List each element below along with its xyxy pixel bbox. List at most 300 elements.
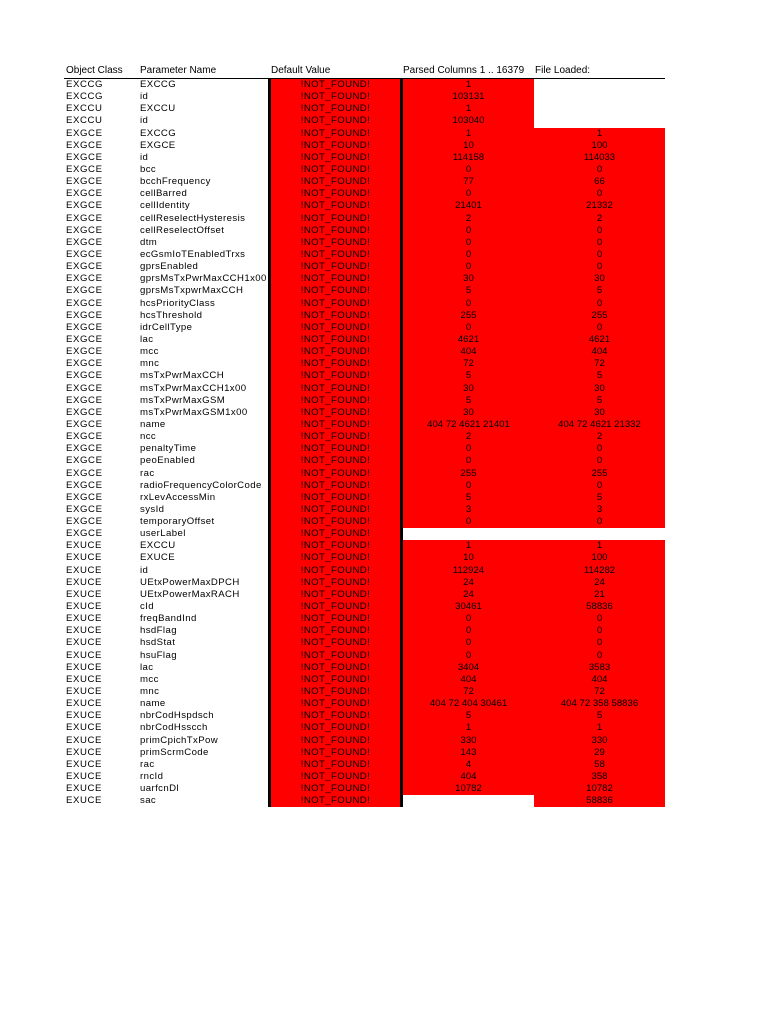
cell-default-value[interactable]: !NOT_FOUND!: [270, 358, 401, 370]
cell-loaded-value[interactable]: 330: [534, 735, 665, 747]
cell-parameter-name[interactable]: cellBarred: [140, 188, 188, 200]
cell-loaded-value[interactable]: 21: [534, 589, 665, 601]
cell-parsed-value[interactable]: 10: [403, 140, 534, 152]
cell-default-value[interactable]: !NOT_FOUND!: [270, 103, 401, 115]
cell-loaded-value[interactable]: 2: [534, 431, 665, 443]
cell-loaded-value[interactable]: 21332: [534, 200, 665, 212]
cell-default-value[interactable]: !NOT_FOUND!: [270, 298, 401, 310]
cell-parameter-name[interactable]: uarfcnDl: [140, 783, 179, 795]
cell-parameter-name[interactable]: msTxPwrMaxCCH: [140, 370, 225, 382]
cell-object-class[interactable]: EXGCE: [66, 236, 103, 248]
cell-loaded-value[interactable]: 0: [534, 613, 665, 625]
cell-parameter-name[interactable]: peoEnabled: [140, 455, 196, 467]
cell-default-value[interactable]: !NOT_FOUND!: [270, 565, 401, 577]
cell-parsed-value[interactable]: 1: [403, 722, 534, 734]
cell-default-value[interactable]: !NOT_FOUND!: [270, 322, 401, 334]
cell-parsed-value[interactable]: 404: [403, 674, 534, 686]
cell-object-class[interactable]: EXUCE: [66, 588, 103, 600]
cell-default-value[interactable]: !NOT_FOUND!: [270, 577, 401, 589]
header-object-class[interactable]: Object Class: [66, 65, 123, 76]
cell-parameter-name[interactable]: EXCCU: [140, 540, 176, 552]
cell-parsed-value[interactable]: 0: [403, 164, 534, 176]
cell-parsed-value[interactable]: 5: [403, 492, 534, 504]
cell-loaded-value[interactable]: 404: [534, 674, 665, 686]
cell-loaded-value[interactable]: 5: [534, 492, 665, 504]
cell-parameter-name[interactable]: bcc: [140, 163, 157, 175]
cell-default-value[interactable]: !NOT_FOUND!: [270, 722, 401, 734]
cell-default-value[interactable]: !NOT_FOUND!: [270, 735, 401, 747]
cell-default-value[interactable]: !NOT_FOUND!: [270, 407, 401, 419]
cell-loaded-value[interactable]: 72: [534, 686, 665, 698]
cell-object-class[interactable]: EXUCE: [66, 564, 103, 576]
cell-parameter-name[interactable]: id: [140, 564, 149, 576]
cell-parsed-value[interactable]: 0: [403, 455, 534, 467]
cell-default-value[interactable]: !NOT_FOUND!: [270, 310, 401, 322]
cell-parameter-name[interactable]: cellIdentity: [140, 200, 191, 212]
cell-object-class[interactable]: EXUCE: [66, 686, 103, 698]
cell-loaded-value[interactable]: 3583: [534, 662, 665, 674]
cell-parameter-name[interactable]: msTxPwrMaxGSM: [140, 394, 226, 406]
cell-parsed-value[interactable]: 30: [403, 273, 534, 285]
cell-object-class[interactable]: EXUCE: [66, 576, 103, 588]
cell-default-value[interactable]: !NOT_FOUND!: [270, 140, 401, 152]
cell-loaded-value[interactable]: 29: [534, 747, 665, 759]
cell-object-class[interactable]: EXGCE: [66, 151, 103, 163]
cell-object-class[interactable]: EXGCE: [66, 382, 103, 394]
cell-object-class[interactable]: EXGCE: [66, 309, 103, 321]
cell-parsed-value[interactable]: 103040: [403, 115, 534, 127]
cell-default-value[interactable]: !NOT_FOUND!: [270, 128, 401, 140]
cell-object-class[interactable]: EXGCE: [66, 418, 103, 430]
cell-object-class[interactable]: EXGCE: [66, 455, 103, 467]
cell-parsed-value[interactable]: 1: [403, 103, 534, 115]
cell-default-value[interactable]: !NOT_FOUND!: [270, 213, 401, 225]
cell-object-class[interactable]: EXGCE: [66, 479, 103, 491]
cell-parsed-value[interactable]: [403, 528, 534, 540]
cell-parsed-value[interactable]: 77: [403, 176, 534, 188]
cell-parameter-name[interactable]: EXCCG: [140, 127, 177, 139]
cell-parsed-value[interactable]: 30: [403, 383, 534, 395]
cell-parameter-name[interactable]: nbrCodHsscch: [140, 722, 208, 734]
cell-parsed-value[interactable]: 255: [403, 310, 534, 322]
cell-parsed-value[interactable]: 1: [403, 128, 534, 140]
cell-loaded-value[interactable]: 30: [534, 407, 665, 419]
cell-loaded-value[interactable]: 0: [534, 480, 665, 492]
cell-loaded-value[interactable]: 114033: [534, 152, 665, 164]
header-parsed-columns[interactable]: Parsed Columns 1 .. 16379: [403, 65, 525, 76]
cell-default-value[interactable]: !NOT_FOUND!: [270, 540, 401, 552]
cell-object-class[interactable]: EXUCE: [66, 649, 103, 661]
cell-loaded-value[interactable]: 0: [534, 249, 665, 261]
cell-loaded-value[interactable]: 358: [534, 771, 665, 783]
cell-default-value[interactable]: !NOT_FOUND!: [270, 662, 401, 674]
cell-parameter-name[interactable]: lac: [140, 661, 154, 673]
cell-parameter-name[interactable]: mcc: [140, 673, 159, 685]
cell-object-class[interactable]: EXCCU: [66, 103, 103, 115]
cell-parsed-value[interactable]: 103131: [403, 91, 534, 103]
cell-parsed-value[interactable]: 0: [403, 516, 534, 528]
cell-default-value[interactable]: !NOT_FOUND!: [270, 431, 401, 443]
cell-object-class[interactable]: EXGCE: [66, 212, 103, 224]
cell-default-value[interactable]: !NOT_FOUND!: [270, 601, 401, 613]
cell-object-class[interactable]: EXGCE: [66, 394, 103, 406]
cell-parameter-name[interactable]: mnc: [140, 358, 160, 370]
cell-default-value[interactable]: !NOT_FOUND!: [270, 589, 401, 601]
cell-loaded-value[interactable]: [534, 79, 665, 91]
cell-loaded-value[interactable]: 58836: [534, 795, 665, 807]
cell-parsed-value[interactable]: [403, 795, 534, 807]
cell-default-value[interactable]: !NOT_FOUND!: [270, 115, 401, 127]
cell-parameter-name[interactable]: rncId: [140, 771, 164, 783]
cell-object-class[interactable]: EXGCE: [66, 200, 103, 212]
cell-parameter-name[interactable]: ecGsmIoTEnabledTrxs: [140, 248, 246, 260]
cell-parameter-name[interactable]: gprsMsTxpwrMaxCCH: [140, 285, 244, 297]
cell-parameter-name[interactable]: userLabel: [140, 528, 186, 540]
cell-parameter-name[interactable]: mcc: [140, 346, 159, 358]
cell-default-value[interactable]: !NOT_FOUND!: [270, 200, 401, 212]
cell-object-class[interactable]: EXUCE: [66, 673, 103, 685]
cell-object-class[interactable]: EXUCE: [66, 710, 103, 722]
cell-parameter-name[interactable]: hsdStat: [140, 637, 176, 649]
cell-loaded-value[interactable]: 0: [534, 443, 665, 455]
cell-loaded-value[interactable]: 72: [534, 358, 665, 370]
cell-loaded-value[interactable]: 1: [534, 540, 665, 552]
cell-default-value[interactable]: !NOT_FOUND!: [270, 698, 401, 710]
cell-loaded-value[interactable]: 0: [534, 298, 665, 310]
cell-parsed-value[interactable]: 3: [403, 504, 534, 516]
cell-parameter-name[interactable]: rac: [140, 467, 155, 479]
cell-object-class[interactable]: EXGCE: [66, 163, 103, 175]
cell-parsed-value[interactable]: 0: [403, 650, 534, 662]
cell-default-value[interactable]: !NOT_FOUND!: [270, 249, 401, 261]
cell-loaded-value[interactable]: 5: [534, 710, 665, 722]
cell-loaded-value[interactable]: 100: [534, 552, 665, 564]
cell-default-value[interactable]: !NOT_FOUND!: [270, 613, 401, 625]
cell-loaded-value[interactable]: 5: [534, 395, 665, 407]
cell-parameter-name[interactable]: EXUCE: [140, 552, 176, 564]
cell-object-class[interactable]: EXUCE: [66, 758, 103, 770]
cell-parameter-name[interactable]: idrCellType: [140, 321, 193, 333]
cell-object-class[interactable]: EXGCE: [66, 321, 103, 333]
cell-default-value[interactable]: !NOT_FOUND!: [270, 528, 401, 540]
cell-parsed-value[interactable]: 0: [403, 625, 534, 637]
cell-default-value[interactable]: !NOT_FOUND!: [270, 176, 401, 188]
cell-loaded-value[interactable]: 404 72 4621 21332: [534, 419, 665, 431]
cell-object-class[interactable]: EXUCE: [66, 625, 103, 637]
cell-parameter-name[interactable]: lac: [140, 333, 154, 345]
cell-loaded-value[interactable]: 2: [534, 213, 665, 225]
cell-object-class[interactable]: EXGCE: [66, 248, 103, 260]
cell-parsed-value[interactable]: 330: [403, 735, 534, 747]
cell-parsed-value[interactable]: 4: [403, 759, 534, 771]
cell-parameter-name[interactable]: id: [140, 151, 149, 163]
cell-parameter-name[interactable]: mnc: [140, 686, 160, 698]
cell-parsed-value[interactable]: 72: [403, 686, 534, 698]
cell-parsed-value[interactable]: 1: [403, 79, 534, 91]
cell-object-class[interactable]: EXGCE: [66, 491, 103, 503]
cell-default-value[interactable]: !NOT_FOUND!: [270, 91, 401, 103]
cell-default-value[interactable]: !NOT_FOUND!: [270, 504, 401, 516]
cell-default-value[interactable]: !NOT_FOUND!: [270, 261, 401, 273]
cell-loaded-value[interactable]: 404 72 358 58836: [534, 698, 665, 710]
cell-parameter-name[interactable]: UEtxPowerMaxDPCH: [140, 576, 240, 588]
cell-default-value[interactable]: !NOT_FOUND!: [270, 79, 401, 91]
cell-parameter-name[interactable]: rxLevAccessMin: [140, 491, 216, 503]
cell-object-class[interactable]: EXCCG: [66, 79, 104, 90]
cell-loaded-value[interactable]: 5: [534, 285, 665, 297]
cell-object-class[interactable]: EXGCE: [66, 261, 103, 273]
cell-default-value[interactable]: !NOT_FOUND!: [270, 468, 401, 480]
cell-loaded-value[interactable]: 0: [534, 225, 665, 237]
cell-object-class[interactable]: EXGCE: [66, 285, 103, 297]
cell-parsed-value[interactable]: 143: [403, 747, 534, 759]
cell-default-value[interactable]: !NOT_FOUND!: [270, 237, 401, 249]
cell-object-class[interactable]: EXGCE: [66, 358, 103, 370]
cell-parsed-value[interactable]: 72: [403, 358, 534, 370]
cell-object-class[interactable]: EXGCE: [66, 406, 103, 418]
cell-parameter-name[interactable]: hcsThreshold: [140, 309, 203, 321]
cell-object-class[interactable]: EXUCE: [66, 746, 103, 758]
cell-parameter-name[interactable]: EXGCE: [140, 139, 176, 151]
cell-object-class[interactable]: EXGCE: [66, 333, 103, 345]
cell-loaded-value[interactable]: [534, 115, 665, 127]
cell-default-value[interactable]: !NOT_FOUND!: [270, 516, 401, 528]
header-parameter-name[interactable]: Parameter Name: [140, 65, 217, 76]
cell-loaded-value[interactable]: 10782: [534, 783, 665, 795]
cell-default-value[interactable]: !NOT_FOUND!: [270, 759, 401, 771]
cell-parameter-name[interactable]: EXCCG: [140, 79, 177, 90]
cell-parsed-value[interactable]: 0: [403, 249, 534, 261]
cell-parameter-name[interactable]: temporaryOffset: [140, 516, 215, 528]
cell-parameter-name[interactable]: cellReselectHysteresis: [140, 212, 246, 224]
cell-default-value[interactable]: !NOT_FOUND!: [270, 674, 401, 686]
cell-loaded-value[interactable]: 0: [534, 650, 665, 662]
cell-parsed-value[interactable]: 0: [403, 443, 534, 455]
cell-loaded-value[interactable]: 114282: [534, 565, 665, 577]
cell-parsed-value[interactable]: 0: [403, 188, 534, 200]
cell-default-value[interactable]: !NOT_FOUND!: [270, 637, 401, 649]
cell-parsed-value[interactable]: 0: [403, 225, 534, 237]
cell-loaded-value[interactable]: 30: [534, 383, 665, 395]
cell-loaded-value[interactable]: 0: [534, 237, 665, 249]
cell-parsed-value[interactable]: 404 72 4621 21401: [403, 419, 534, 431]
cell-parsed-value[interactable]: 4621: [403, 334, 534, 346]
cell-default-value[interactable]: !NOT_FOUND!: [270, 273, 401, 285]
cell-object-class[interactable]: EXUCE: [66, 795, 103, 807]
cell-default-value[interactable]: !NOT_FOUND!: [270, 188, 401, 200]
cell-default-value[interactable]: !NOT_FOUND!: [270, 164, 401, 176]
cell-parsed-value[interactable]: 0: [403, 261, 534, 273]
cell-parsed-value[interactable]: 5: [403, 285, 534, 297]
cell-object-class[interactable]: EXGCE: [66, 431, 103, 443]
cell-default-value[interactable]: !NOT_FOUND!: [270, 334, 401, 346]
cell-parsed-value[interactable]: 255: [403, 468, 534, 480]
cell-object-class[interactable]: EXGCE: [66, 139, 103, 151]
cell-default-value[interactable]: !NOT_FOUND!: [270, 795, 401, 807]
cell-parsed-value[interactable]: 2: [403, 431, 534, 443]
cell-parameter-name[interactable]: hsuFlag: [140, 649, 177, 661]
cell-parameter-name[interactable]: freqBandInd: [140, 613, 197, 625]
cell-default-value[interactable]: !NOT_FOUND!: [270, 747, 401, 759]
cell-object-class[interactable]: EXUCE: [66, 661, 103, 673]
cell-object-class[interactable]: EXCCG: [66, 91, 104, 103]
cell-object-class[interactable]: EXUCE: [66, 552, 103, 564]
cell-object-class[interactable]: EXUCE: [66, 734, 103, 746]
cell-object-class[interactable]: EXGCE: [66, 467, 103, 479]
cell-parameter-name[interactable]: name: [140, 698, 166, 710]
cell-parsed-value[interactable]: 10782: [403, 783, 534, 795]
cell-parameter-name[interactable]: rac: [140, 758, 155, 770]
cell-default-value[interactable]: !NOT_FOUND!: [270, 152, 401, 164]
cell-object-class[interactable]: EXGCE: [66, 346, 103, 358]
cell-parameter-name[interactable]: EXCCU: [140, 103, 176, 115]
cell-parsed-value[interactable]: 404 72 404 30461: [403, 698, 534, 710]
cell-parsed-value[interactable]: 30461: [403, 601, 534, 613]
cell-parsed-value[interactable]: 1: [403, 540, 534, 552]
cell-parameter-name[interactable]: hsdFlag: [140, 625, 177, 637]
cell-parameter-name[interactable]: sac: [140, 795, 157, 807]
cell-object-class[interactable]: EXUCE: [66, 783, 103, 795]
cell-loaded-value[interactable]: 30: [534, 273, 665, 285]
cell-loaded-value[interactable]: 255: [534, 310, 665, 322]
cell-object-class[interactable]: EXUCE: [66, 613, 103, 625]
cell-parsed-value[interactable]: 24: [403, 589, 534, 601]
cell-parsed-value[interactable]: 112924: [403, 565, 534, 577]
cell-default-value[interactable]: !NOT_FOUND!: [270, 771, 401, 783]
cell-loaded-value[interactable]: 100: [534, 140, 665, 152]
cell-loaded-value[interactable]: 404: [534, 346, 665, 358]
cell-object-class[interactable]: EXGCE: [66, 528, 103, 540]
cell-parsed-value[interactable]: 24: [403, 577, 534, 589]
cell-parsed-value[interactable]: 404: [403, 346, 534, 358]
cell-object-class[interactable]: EXGCE: [66, 273, 103, 285]
cell-loaded-value[interactable]: 0: [534, 188, 665, 200]
cell-object-class[interactable]: EXGCE: [66, 127, 103, 139]
cell-loaded-value[interactable]: 1: [534, 722, 665, 734]
cell-parameter-name[interactable]: nbrCodHspdsch: [140, 710, 214, 722]
cell-parameter-name[interactable]: penaltyTime: [140, 443, 197, 455]
cell-parsed-value[interactable]: 0: [403, 298, 534, 310]
cell-parsed-value[interactable]: 0: [403, 322, 534, 334]
cell-default-value[interactable]: !NOT_FOUND!: [270, 492, 401, 504]
cell-loaded-value[interactable]: 0: [534, 625, 665, 637]
cell-object-class[interactable]: EXUCE: [66, 540, 103, 552]
cell-object-class[interactable]: EXGCE: [66, 370, 103, 382]
cell-default-value[interactable]: !NOT_FOUND!: [270, 225, 401, 237]
cell-default-value[interactable]: !NOT_FOUND!: [270, 395, 401, 407]
cell-parameter-name[interactable]: sysId: [140, 503, 165, 515]
cell-parameter-name[interactable]: gprsMsTxPwrMaxCCH1x00: [140, 273, 267, 285]
header-default-value[interactable]: Default Value: [271, 65, 331, 76]
cell-parameter-name[interactable]: primCpichTxPow: [140, 734, 219, 746]
cell-loaded-value[interactable]: 0: [534, 322, 665, 334]
cell-loaded-value[interactable]: 24: [534, 577, 665, 589]
cell-parsed-value[interactable]: 5: [403, 710, 534, 722]
cell-default-value[interactable]: !NOT_FOUND!: [270, 443, 401, 455]
cell-parsed-value[interactable]: 0: [403, 613, 534, 625]
cell-parsed-value[interactable]: 3404: [403, 662, 534, 674]
cell-default-value[interactable]: !NOT_FOUND!: [270, 783, 401, 795]
cell-object-class[interactable]: EXUCE: [66, 637, 103, 649]
cell-loaded-value[interactable]: 0: [534, 164, 665, 176]
cell-parsed-value[interactable]: 404: [403, 771, 534, 783]
cell-parameter-name[interactable]: ncc: [140, 431, 157, 443]
cell-parsed-value[interactable]: 2: [403, 213, 534, 225]
cell-object-class[interactable]: EXGCE: [66, 297, 103, 309]
cell-default-value[interactable]: !NOT_FOUND!: [270, 686, 401, 698]
cell-object-class[interactable]: EXGCE: [66, 516, 103, 528]
cell-loaded-value[interactable]: 0: [534, 516, 665, 528]
cell-loaded-value[interactable]: 255: [534, 468, 665, 480]
cell-parameter-name[interactable]: cellReselectOffset: [140, 224, 225, 236]
cell-parameter-name[interactable]: dtm: [140, 236, 158, 248]
cell-parsed-value[interactable]: 5: [403, 370, 534, 382]
cell-parsed-value[interactable]: 0: [403, 637, 534, 649]
cell-parsed-value[interactable]: 10: [403, 552, 534, 564]
cell-object-class[interactable]: EXGCE: [66, 503, 103, 515]
cell-default-value[interactable]: !NOT_FOUND!: [270, 383, 401, 395]
cell-default-value[interactable]: !NOT_FOUND!: [270, 455, 401, 467]
cell-parsed-value[interactable]: 0: [403, 480, 534, 492]
cell-default-value[interactable]: !NOT_FOUND!: [270, 480, 401, 492]
cell-loaded-value[interactable]: [534, 103, 665, 115]
cell-object-class[interactable]: EXUCE: [66, 601, 103, 613]
cell-loaded-value[interactable]: [534, 528, 665, 540]
cell-loaded-value[interactable]: 66: [534, 176, 665, 188]
cell-object-class[interactable]: EXUCE: [66, 722, 103, 734]
cell-loaded-value[interactable]: 3: [534, 504, 665, 516]
cell-parameter-name[interactable]: id: [140, 115, 149, 127]
cell-parameter-name[interactable]: UEtxPowerMaxRACH: [140, 588, 240, 600]
cell-loaded-value[interactable]: 0: [534, 261, 665, 273]
cell-object-class[interactable]: EXGCE: [66, 443, 103, 455]
cell-default-value[interactable]: !NOT_FOUND!: [270, 710, 401, 722]
cell-parameter-name[interactable]: cId: [140, 601, 154, 613]
cell-loaded-value[interactable]: [534, 91, 665, 103]
cell-parameter-name[interactable]: id: [140, 91, 149, 103]
cell-object-class[interactable]: EXGCE: [66, 188, 103, 200]
cell-loaded-value[interactable]: 4621: [534, 334, 665, 346]
cell-parameter-name[interactable]: msTxPwrMaxCCH1x00: [140, 382, 247, 394]
cell-object-class[interactable]: EXCCU: [66, 115, 103, 127]
cell-loaded-value[interactable]: 0: [534, 455, 665, 467]
cell-parameter-name[interactable]: bcchFrequency: [140, 176, 211, 188]
cell-parameter-name[interactable]: gprsEnabled: [140, 261, 199, 273]
header-file-loaded[interactable]: File Loaded:: [535, 65, 591, 76]
cell-parsed-value[interactable]: 0: [403, 237, 534, 249]
cell-default-value[interactable]: !NOT_FOUND!: [270, 285, 401, 297]
cell-object-class[interactable]: EXGCE: [66, 176, 103, 188]
cell-parameter-name[interactable]: primScrmCode: [140, 746, 209, 758]
cell-default-value[interactable]: !NOT_FOUND!: [270, 625, 401, 637]
cell-parameter-name[interactable]: hcsPriorityClass: [140, 297, 216, 309]
cell-default-value[interactable]: !NOT_FOUND!: [270, 370, 401, 382]
cell-loaded-value[interactable]: 1: [534, 128, 665, 140]
cell-parsed-value[interactable]: 5: [403, 395, 534, 407]
cell-loaded-value[interactable]: 58: [534, 759, 665, 771]
cell-object-class[interactable]: EXUCE: [66, 698, 103, 710]
cell-loaded-value[interactable]: 0: [534, 637, 665, 649]
cell-default-value[interactable]: !NOT_FOUND!: [270, 346, 401, 358]
cell-object-class[interactable]: EXUCE: [66, 771, 103, 783]
cell-parameter-name[interactable]: msTxPwrMaxGSM1x00: [140, 406, 248, 418]
cell-loaded-value[interactable]: 5: [534, 370, 665, 382]
cell-default-value[interactable]: !NOT_FOUND!: [270, 552, 401, 564]
cell-loaded-value[interactable]: 58836: [534, 601, 665, 613]
cell-parameter-name[interactable]: name: [140, 418, 166, 430]
cell-object-class[interactable]: EXGCE: [66, 224, 103, 236]
cell-parameter-name[interactable]: radioFrequencyColorCode: [140, 479, 262, 491]
